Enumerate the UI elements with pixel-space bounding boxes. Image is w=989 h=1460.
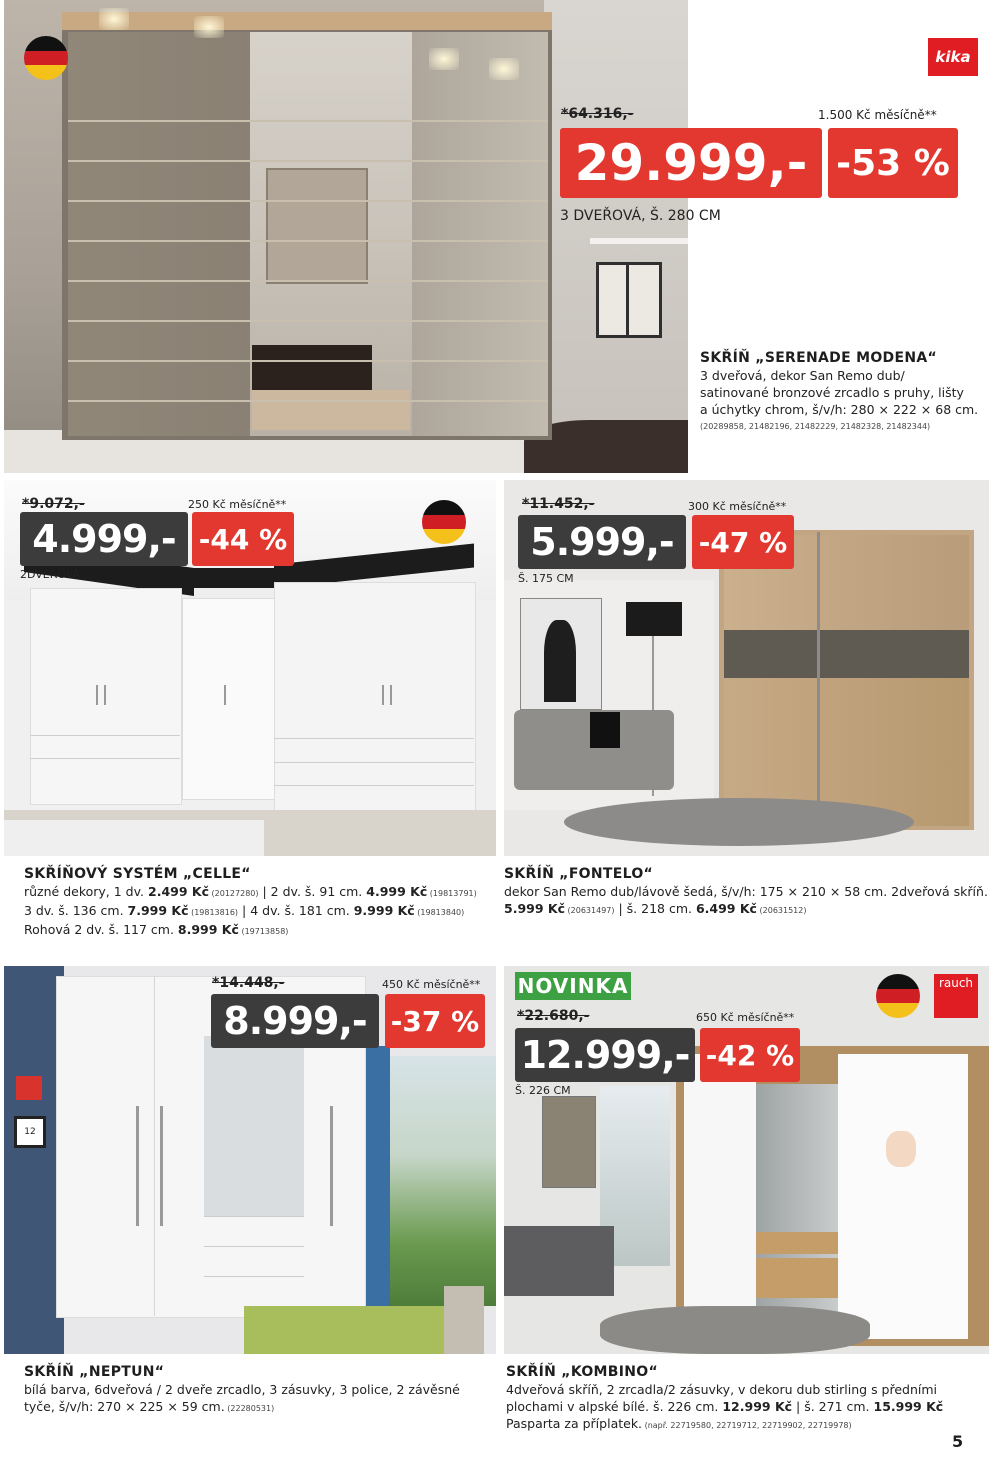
fontelo-old-price: *11.452,-	[522, 496, 595, 512]
celle-monthly: 250 Kč měsíčně**	[188, 498, 287, 511]
made-in-germany-badge	[422, 500, 466, 544]
made-in-germany-badge	[876, 974, 920, 1018]
neptun-discount: -37 %	[385, 994, 485, 1048]
fontelo-subtitle: Š. 175 CM	[518, 572, 574, 585]
neptun-monthly: 450 Kč měsíčně**	[382, 978, 481, 991]
fontelo-monthly: 300 Kč měsíčně**	[688, 500, 787, 513]
kika-logo: kika	[928, 38, 978, 76]
serenade-title: SKŘÍŇ „SERENADE MODENA“	[700, 350, 937, 366]
wall-clock: 12	[14, 1116, 46, 1148]
fontelo-desc: dekor San Remo dub/lávově šedá, š/v/h: 175 × 210 × 58 cm. 2dveřová skříň. 5.999 Kč (20631497) | š. 218 cm. 6.499 Kč (20631512)	[504, 884, 988, 916]
rauch-logo: rauch	[934, 974, 978, 1018]
kombino-desc: 4dveřová skříň, 2 zrcadla/2 zásuvky, v dekoru dub stirling s předními plochami v alpské bílé. š. 226 cm. 12.999 Kč | š. 271 cm. 15.999 Kč Pasparta za příplatek. (např. 22719580, 22719712, 22719902, 22719978)	[506, 1382, 944, 1431]
serenade-photo	[4, 0, 688, 473]
novinka-badge: NOVINKA	[515, 972, 631, 1000]
kombino-monthly: 650 Kč měsíčně**	[696, 1011, 795, 1024]
made-in-germany-badge	[24, 36, 68, 80]
kombino-price: 12.999,-	[515, 1028, 695, 1082]
serenade-desc: 3 dveřová, dekor San Remo dub/ satinované bronzové zrcadlo s pruhy, lišty a úchytky chrom, š/v/h: 280 × 222 × 68 cm. (20289858, 21482196, 21482229, 21482328, 21482344)	[700, 368, 979, 431]
serenade-old-price: *64.316,-	[561, 106, 634, 122]
serenade-price: 29.999,-	[560, 128, 822, 198]
fontelo-price: 5.999,-	[518, 515, 686, 569]
celle-title: SKŘÍŇOVÝ SYSTÉM „CELLE“	[24, 866, 251, 882]
kombino-subtitle: Š. 226 CM	[515, 1084, 571, 1097]
kombino-photo	[504, 966, 989, 1354]
neptun-desc: bílá barva, 6dveřová / 2 dveře zrcadlo, 3 zásuvky, 3 police, 2 závěsné tyče, š/v/h: 270 × 225 × 59 cm. (22280531)	[24, 1382, 460, 1414]
page-number: 5	[952, 1432, 964, 1451]
serenade-subtitle: 3 DVEŘOVÁ, Š. 280 CM	[560, 208, 721, 224]
neptun-title: SKŘÍŇ „NEPTUN“	[24, 1364, 165, 1380]
celle-discount: -44 %	[192, 512, 294, 566]
serenade-discount: -53 %	[828, 128, 958, 198]
celle-price: 4.999,-	[20, 512, 188, 566]
kombino-title: SKŘÍŇ „KOMBINO“	[506, 1364, 658, 1380]
celle-old-price: *9.072,-	[22, 496, 85, 512]
fontelo-discount: -47 %	[692, 515, 794, 569]
serenade-monthly: 1.500 Kč měsíčně**	[818, 108, 937, 122]
neptun-old-price: *14.448,-	[212, 975, 285, 991]
fontelo-title: SKŘÍŇ „FONTELO“	[504, 866, 654, 882]
neptun-price: 8.999,-	[211, 994, 379, 1048]
kombino-old-price: *22.680,-	[517, 1008, 590, 1024]
celle-subtitle: 2DVEŘOVÁ	[20, 568, 81, 581]
kombino-discount: -42 %	[700, 1028, 800, 1082]
celle-desc: různé dekory, 1 dv. 2.499 Kč (20127280) | 2 dv. š. 91 cm. 4.999 Kč (19813791) 3 dv. š. 136 cm. 7.999 Kč (19813816) | 4 dv. š. 181 cm. 9.999 Kč (19813840) Rohová 2 dv. š. 117 cm. 8.999 Kč (19713858)	[24, 884, 477, 937]
